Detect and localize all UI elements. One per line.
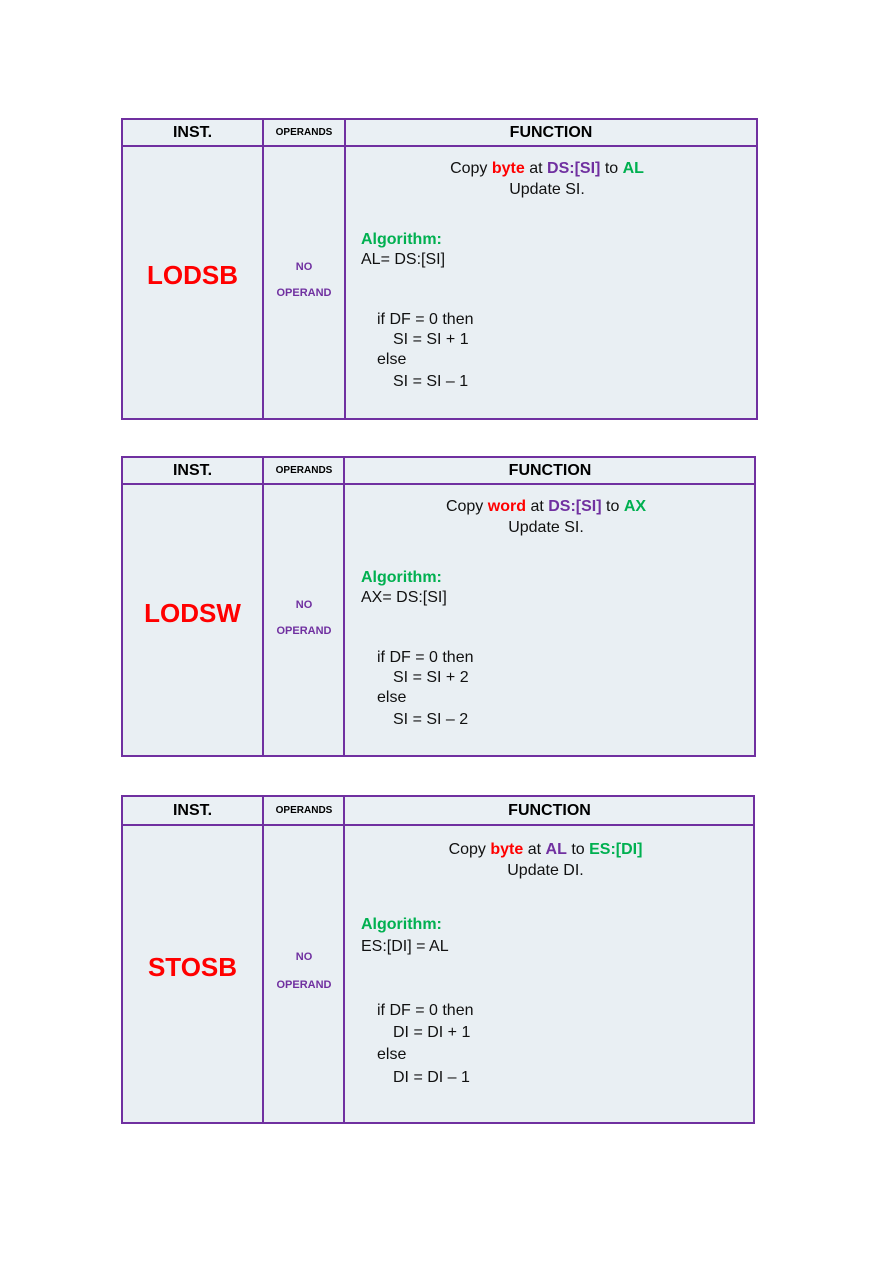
- desc-size: byte: [490, 841, 524, 858]
- desc-update: Update DI.: [507, 862, 584, 879]
- desc-source: AL: [545, 841, 567, 858]
- operand-line: NO: [295, 951, 313, 963]
- algorithm-line: AL= DS:[SI]: [361, 251, 446, 268]
- header-operands: OPERANDS: [275, 465, 333, 476]
- desc-word: Copy: [450, 160, 488, 177]
- function-cell: [361, 496, 746, 730]
- desc-source: DS:[SI]: [548, 498, 602, 515]
- algorithm-else-body: SI = SI – 2: [393, 711, 469, 728]
- function-cell: [361, 158, 748, 392]
- desc-destination: AX: [623, 498, 647, 515]
- algorithm-else: else: [377, 351, 407, 368]
- algorithm-else: else: [377, 1046, 407, 1063]
- desc-word: Copy: [445, 498, 484, 515]
- operand-line: NO: [295, 261, 313, 273]
- desc-word: at: [527, 841, 542, 858]
- algorithm-then: SI = SI + 1: [393, 331, 469, 348]
- header-inst: INST.: [172, 802, 213, 819]
- algorithm-line: ES:[DI] = AL: [361, 938, 449, 955]
- header-function: FUNCTION: [508, 802, 591, 819]
- card-header: [123, 797, 753, 826]
- desc-size: word: [487, 498, 526, 515]
- algorithm-if: if DF = 0 then: [377, 311, 474, 328]
- function-cell: [361, 839, 745, 1088]
- header-operands: OPERANDS: [275, 127, 333, 138]
- header-function: FUNCTION: [509, 124, 593, 141]
- mnemonic: LODSB: [147, 260, 238, 290]
- operand-line: OPERAND: [276, 625, 332, 637]
- desc-update: Update SI.: [509, 181, 585, 198]
- algorithm-else-body: SI = SI – 1: [393, 373, 469, 390]
- operand-line: OPERAND: [276, 287, 332, 299]
- algorithm-label: Algorithm:: [361, 569, 442, 586]
- desc-word: to: [604, 160, 619, 177]
- desc-word: at: [530, 498, 544, 515]
- operands-cell: [264, 254, 344, 306]
- desc-destination: AL: [622, 160, 644, 177]
- desc-source: DS:[SI]: [547, 160, 601, 177]
- algorithm-then: DI = DI + 1: [393, 1024, 471, 1041]
- instruction-card-stosb: [121, 795, 755, 1124]
- algorithm-if: if DF = 0 then: [377, 649, 474, 666]
- desc-update: Update SI.: [508, 519, 584, 536]
- operand-line: OPERAND: [276, 979, 332, 991]
- header-inst: INST.: [172, 462, 213, 479]
- mnemonic: LODSW: [144, 598, 241, 628]
- function-description: [346, 839, 745, 881]
- desc-word: to: [571, 841, 585, 858]
- desc-size: byte: [491, 160, 525, 177]
- algorithm-line: AX= DS:[SI]: [361, 589, 447, 606]
- algorithm-then: SI = SI + 2: [393, 669, 469, 686]
- algorithm-else-body: DI = DI – 1: [393, 1069, 470, 1086]
- function-description: [346, 496, 746, 538]
- operands-cell: [264, 944, 344, 998]
- desc-destination: ES:[DI]: [589, 841, 643, 858]
- mnemonic: STOSB: [147, 952, 238, 982]
- desc-word: at: [529, 160, 543, 177]
- header-inst: INST.: [172, 124, 213, 141]
- operands-cell: [264, 592, 344, 644]
- instruction-card-lodsw: [121, 456, 756, 757]
- instruction-card-lodsb: [121, 118, 758, 420]
- desc-word: Copy: [448, 841, 486, 858]
- header-function: FUNCTION: [508, 462, 592, 479]
- card-header: [123, 120, 756, 147]
- algorithm-label: Algorithm:: [361, 916, 442, 933]
- desc-word: to: [606, 498, 620, 515]
- card-header: [123, 458, 754, 485]
- function-description: [346, 158, 748, 200]
- algorithm-if: if DF = 0 then: [377, 1002, 474, 1019]
- operand-line: NO: [295, 599, 313, 611]
- algorithm-else: else: [377, 689, 407, 706]
- algorithm-label: Algorithm:: [361, 231, 442, 248]
- header-operands: OPERANDS: [275, 805, 333, 816]
